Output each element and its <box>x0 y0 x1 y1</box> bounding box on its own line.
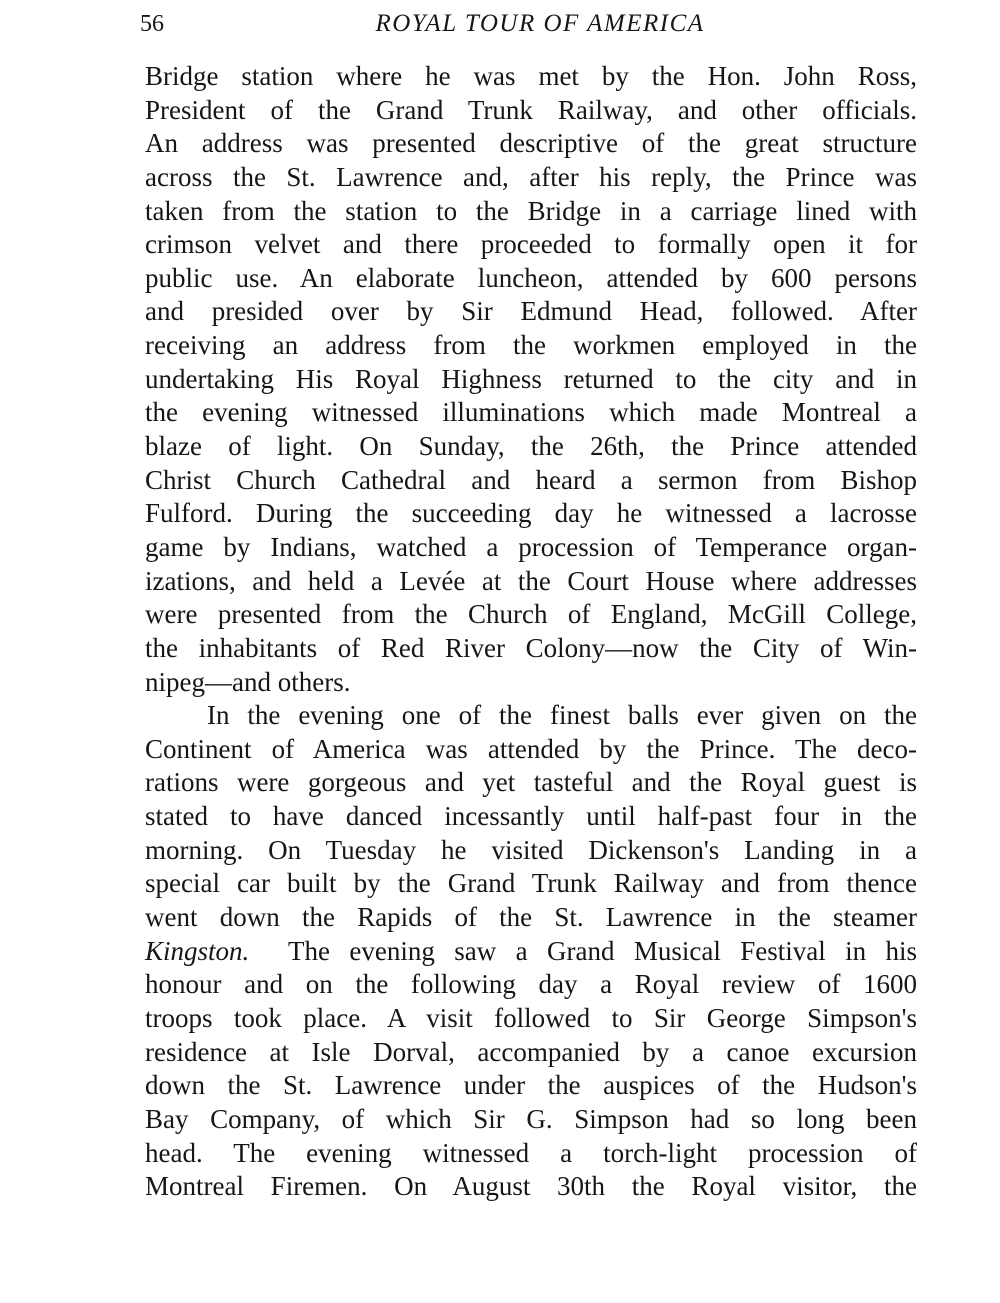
text-line: went down the Rapids of the St. Lawrence in the steamer <box>145 902 917 933</box>
text-line: down the St. Lawrence under the auspices of the Hudson's <box>145 1070 917 1101</box>
text-line: President of the Grand Trunk Railway, and other officials. <box>145 94 917 125</box>
text-line: stated to have danced incessantly until half-past four in the <box>145 801 917 832</box>
page-number: 56 <box>140 11 164 37</box>
text-line: troops took place. A visit followed to Sir George Simpson's <box>145 1002 917 1033</box>
text-line: blaze of light. On Sunday, the 26th, the Prince attended <box>145 431 917 462</box>
text-line: Christ Church Cathedral and heard a sermon from Bishop <box>145 464 917 495</box>
text-line: undertaking His Royal Highness returned to the city and in <box>145 363 917 394</box>
text-line: taken from the station to the Bridge in a carriage lined with <box>145 195 917 226</box>
text-line: game by Indians, watched a procession of Temperance organ- <box>145 531 917 562</box>
text-line: the evening witnessed illuminations which made Montreal a <box>145 397 917 428</box>
text-line: In the evening one of the finest balls ever given on the <box>207 700 917 731</box>
text-line: receiving an address from the workmen employed in the <box>145 330 917 361</box>
text-line: special car built by the Grand Trunk Railway and from thence <box>145 868 917 899</box>
paragraph-1 <box>145 60 917 699</box>
text-line: head. The evening witnessed a torch-light procession of <box>145 1137 917 1168</box>
text-line: residence at Isle Dorval, accompanied by a canoe excursion <box>145 1036 917 1067</box>
running-title: ROYAL TOUR OF AMERICA <box>375 10 705 37</box>
text-line: Montreal Firemen. On August 30th the Royal visitor, the <box>145 1171 917 1202</box>
body-text <box>145 60 917 1204</box>
text-line: Continent of America was attended by the Prince. The deco- <box>145 733 917 764</box>
ship-name: Kingston. <box>145 935 250 966</box>
text-line-remainder: The evening saw a Grand Musical Festival in his <box>288 935 917 966</box>
text-line: An address was presented descriptive of the great structure <box>145 128 917 159</box>
text-line: crimson velvet and there proceeded to formally open it for <box>145 229 917 260</box>
text-line: public use. An elaborate luncheon, attended by 600 persons <box>145 262 917 293</box>
text-line: morning. On Tuesday he visited Dickenson's Landing in a <box>145 834 917 865</box>
text-line: rations were gorgeous and yet tasteful and the Royal guest is <box>145 767 917 798</box>
text-line: and presided over by Sir Edmund Head, followed. After <box>145 296 917 327</box>
text-line: nipeg—and others. <box>145 666 351 697</box>
text-line: were presented from the Church of England, McGill College, <box>145 599 917 630</box>
text-line: honour and on the following day a Royal review of 1600 <box>145 969 917 1000</box>
paragraph-2 <box>145 699 917 1204</box>
text-line: across the St. Lawrence and, after his reply, the Prince was <box>145 161 917 192</box>
text-line-with-italic <box>145 935 917 969</box>
text-line: the inhabitants of Red River Colony—now the City of Win- <box>145 632 917 663</box>
running-head <box>140 8 920 40</box>
text-line: izations, and held a Levée at the Court House where addresses <box>145 565 917 596</box>
text-line: Fulford. During the succeeding day he witnessed a lacrosse <box>145 498 917 529</box>
text-line: Bridge station where he was met by the Hon. John Ross, <box>145 61 917 91</box>
text-line: Bay Company, of which Sir G. Simpson had so long been <box>145 1103 917 1134</box>
